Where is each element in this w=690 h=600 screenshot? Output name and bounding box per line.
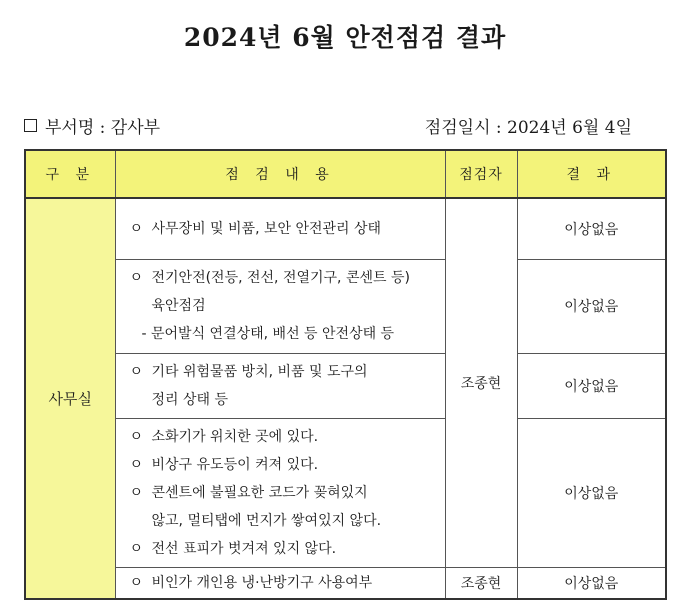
content-cell: ㅇ 사무장비 및 비품, 보안 안전관리 상태	[115, 198, 445, 259]
department-line	[24, 113, 160, 138]
inspector-cell: 조종현	[445, 198, 517, 567]
table-row	[25, 567, 666, 599]
col-header-content: 점 검 내 용	[115, 150, 445, 198]
content-cell: ㅇ 기타 위험물품 방치, 비품 및 도구의 정리 상태 등	[115, 353, 445, 418]
table-header-row	[25, 150, 666, 198]
checkbox-icon	[24, 119, 37, 132]
table-row	[25, 353, 666, 418]
category-cell: 사무실	[25, 198, 115, 599]
content-cell: ㅇ 전기안전(전등, 전선, 전열기구, 콘센트 등) 육안점검 - 문어발식 연결상태, 배선 등 안전상태 등	[115, 259, 445, 353]
inspection-date: 점검일시 : 2024년 6월 4일	[424, 118, 632, 138]
col-header-category: 구 분	[25, 150, 115, 198]
content-cell: ㅇ 비인가 개인용 냉·난방기구 사용여부	[115, 567, 445, 599]
col-header-result: 결 과	[517, 150, 666, 198]
result-cell: 이상없음	[517, 567, 666, 599]
result-cell: 이상없음	[517, 198, 666, 259]
inspector-cell: 조종현	[445, 567, 517, 599]
table-row	[25, 198, 666, 259]
content-cell: ㅇ 소화기가 위치한 곳에 있다. ㅇ 비상구 유도등이 켜져 있다. ㅇ 콘센트에 불필요한 코드가 꽂혀있지 않고, 멀티탭에 먼지가 쌓여있지 않다. ㅇ 전선 표피가 벗겨져 있지 않다.	[115, 418, 445, 567]
department-label: 부서명 : 감사부	[45, 118, 161, 138]
result-cell: 이상없음	[517, 418, 666, 567]
result-cell: 이상없음	[517, 259, 666, 353]
result-cell: 이상없음	[517, 353, 666, 418]
page-title: 2024년 6월 안전점검 결과	[183, 23, 507, 52]
inspection-table	[24, 149, 667, 600]
table-row	[25, 259, 666, 353]
table-row	[25, 418, 666, 567]
col-header-inspector: 점검자	[445, 150, 517, 198]
